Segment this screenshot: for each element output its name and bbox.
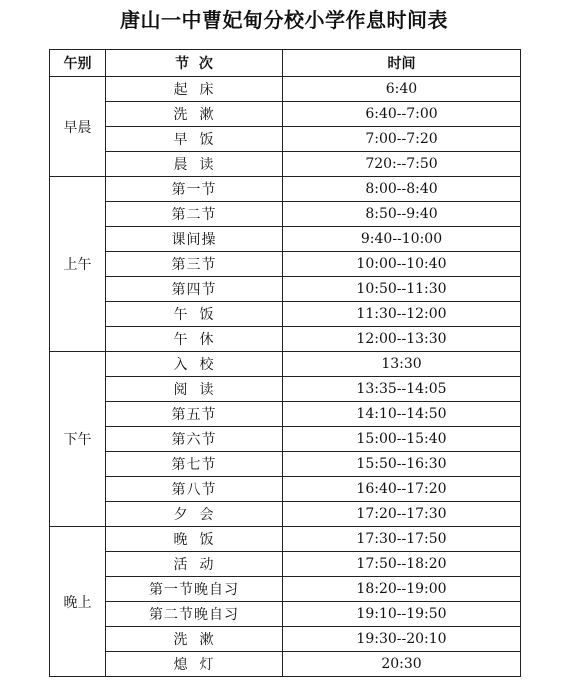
time-cell: 8:50--9:40	[283, 202, 521, 227]
period-cell: 晚上	[50, 527, 106, 677]
table-row	[50, 627, 521, 652]
session-label-cell: 课间操	[106, 227, 283, 252]
table-row	[50, 352, 521, 377]
table-row	[50, 152, 521, 177]
header-row	[50, 50, 521, 77]
page-title: 唐山一中曹妃甸分校小学作息时间表	[120, 8, 448, 32]
session-label-cell: 第六节	[106, 427, 283, 452]
session-label-cell: 阅 读	[106, 377, 283, 402]
table-row	[50, 602, 521, 627]
time-cell: 10:50--11:30	[283, 277, 521, 302]
time-cell: 13:30	[283, 352, 521, 377]
table-row	[50, 277, 521, 302]
time-cell: 19:10--19:50	[283, 602, 521, 627]
time-cell: 720:--7:50	[283, 152, 521, 177]
session-label-cell: 第七节	[106, 452, 283, 477]
time-cell: 17:30--17:50	[283, 527, 521, 552]
table-row	[50, 202, 521, 227]
table-row	[50, 477, 521, 502]
table-row	[50, 102, 521, 127]
time-cell: 10:00--10:40	[283, 252, 521, 277]
session-label-cell: 活 动	[106, 552, 283, 577]
table-row	[50, 77, 521, 102]
time-cell: 14:10--14:50	[283, 402, 521, 427]
session-label-cell: 晨 读	[106, 152, 283, 177]
table-row	[50, 377, 521, 402]
table-body	[50, 77, 521, 677]
table-row	[50, 302, 521, 327]
time-cell: 20:30	[283, 652, 521, 677]
session-label-cell: 洗 漱	[106, 627, 283, 652]
session-label-cell: 第一节晚自习	[106, 577, 283, 602]
time-cell: 12:00--13:30	[283, 327, 521, 352]
session-label-cell: 午 饭	[106, 302, 283, 327]
header-period: 午别	[50, 50, 106, 77]
header-session: 节 次	[106, 50, 283, 77]
period-cell: 下午	[50, 352, 106, 527]
session-label-cell: 第二节晚自习	[106, 602, 283, 627]
table-header	[50, 50, 521, 77]
time-cell: 18:20--19:00	[283, 577, 521, 602]
time-cell: 6:40	[283, 77, 521, 102]
time-cell: 15:50--16:30	[283, 452, 521, 477]
session-label-cell: 第一节	[106, 177, 283, 202]
session-label-cell: 第四节	[106, 277, 283, 302]
schedule-table	[49, 49, 521, 677]
session-label-cell: 熄 灯	[106, 652, 283, 677]
time-cell: 9:40--10:00	[283, 227, 521, 252]
session-label-cell: 第二节	[106, 202, 283, 227]
period-cell: 上午	[50, 177, 106, 352]
session-label-cell: 入 校	[106, 352, 283, 377]
session-label-cell: 第八节	[106, 477, 283, 502]
table-row	[50, 227, 521, 252]
time-cell: 19:30--20:10	[283, 627, 521, 652]
session-label-cell: 早 饭	[106, 127, 283, 152]
table-row	[50, 402, 521, 427]
table-row	[50, 127, 521, 152]
table-row	[50, 652, 521, 677]
table-row	[50, 577, 521, 602]
table-row	[50, 177, 521, 202]
session-label-cell: 晚 饭	[106, 527, 283, 552]
session-label-cell: 起 床	[106, 77, 283, 102]
time-cell: 17:20--17:30	[283, 502, 521, 527]
time-cell: 16:40--17:20	[283, 477, 521, 502]
period-cell: 早晨	[50, 77, 106, 177]
time-cell: 8:00--8:40	[283, 177, 521, 202]
time-cell: 13:35--14:05	[283, 377, 521, 402]
table-row	[50, 527, 521, 552]
time-cell: 7:00--7:20	[283, 127, 521, 152]
table-row	[50, 427, 521, 452]
session-label-cell: 夕 会	[106, 502, 283, 527]
session-label-cell: 第五节	[106, 402, 283, 427]
table-row	[50, 452, 521, 477]
table-row	[50, 327, 521, 352]
time-cell: 6:40--7:00	[283, 102, 521, 127]
time-cell: 11:30--12:00	[283, 302, 521, 327]
time-cell: 17:50--18:20	[283, 552, 521, 577]
table-row	[50, 502, 521, 527]
session-label-cell: 第三节	[106, 252, 283, 277]
table-row	[50, 552, 521, 577]
table-row	[50, 252, 521, 277]
session-label-cell: 洗 漱	[106, 102, 283, 127]
time-cell: 15:00--15:40	[283, 427, 521, 452]
header-time: 时间	[283, 50, 521, 77]
session-label-cell: 午 休	[106, 327, 283, 352]
